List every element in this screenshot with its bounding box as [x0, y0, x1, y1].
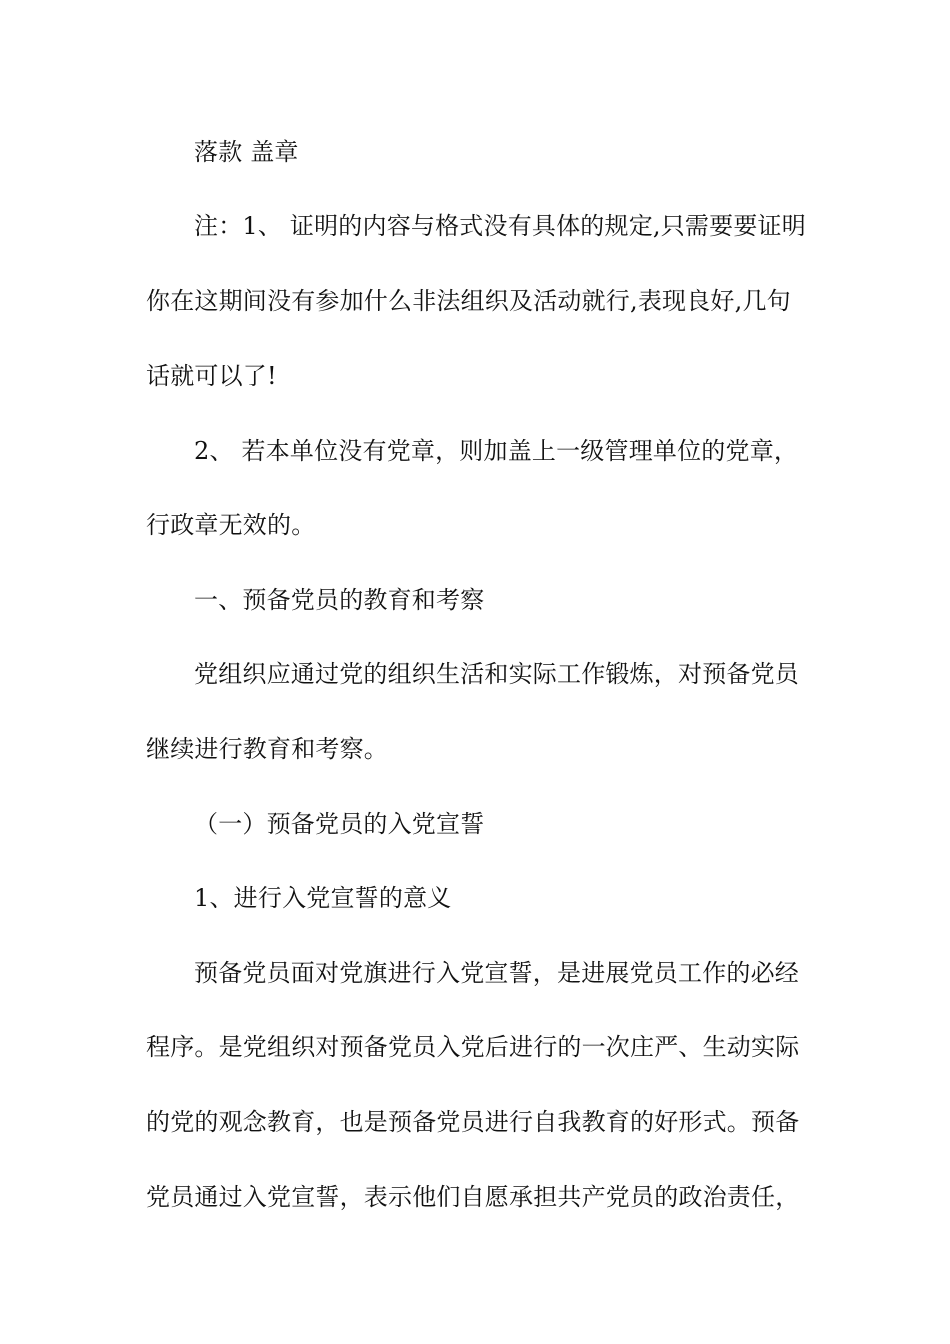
- note-1-line-3: 话就可以了!: [146, 362, 277, 390]
- paragraph-2-line-4: 党员通过入党宣誓，表示他们自愿承担共产党员的政治责任，: [146, 1183, 800, 1211]
- paragraph-1-line-2: 继续进行教育和考察。: [146, 735, 388, 763]
- subsection-heading-1: （一）预备党员的入党宣誓: [194, 810, 485, 838]
- note-1-line-2: 你在这期间没有参加什么非法组织及活动就行,表现良好,几句: [146, 287, 791, 315]
- note-2-line-2: 行政章无效的。: [146, 511, 316, 539]
- signature-stamp-line: 落款 盖章: [194, 138, 299, 166]
- paragraph-2-line-3: 的党的观念教育，也是预备党员进行自我教育的好形式。预备: [146, 1108, 800, 1136]
- paragraph-2-line-1: 预备党员面对党旗进行入党宣誓，是进展党员工作的必经: [194, 959, 799, 987]
- paragraph-1-line-1: 党组织应通过党的组织生活和实际工作锻炼，对预备党员: [194, 660, 799, 688]
- paragraph-2-line-2: 程序。是党组织对预备党员入党后进行的一次庄严、生动实际: [146, 1033, 800, 1061]
- item-heading-1: 1、进行入党宣誓的意义: [194, 884, 452, 912]
- section-heading-1: 一、预备党员的教育和考察: [194, 586, 485, 614]
- note-1-line-1: 注：1、 证明的内容与格式没有具体的规定,只需要要证明: [194, 212, 806, 240]
- note-2-line-1: 2、 若本单位没有党章，则加盖上一级管理单位的党章，: [194, 437, 799, 465]
